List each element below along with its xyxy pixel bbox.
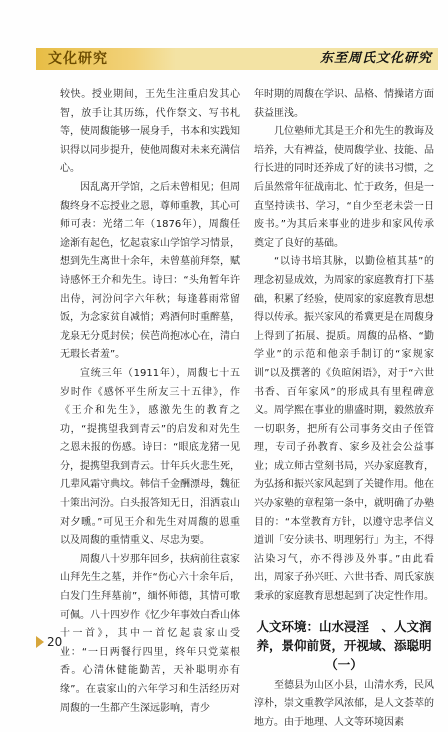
page-footer [36, 634, 62, 650]
page-arrow-icon [36, 636, 44, 648]
left-column [60, 86, 240, 718]
body-paragraph: 较快。授业期间，王先生注重启发其心智，放手让其历练，代作祭文、写书札等，使周馥能够一展身手，书本和实践知识得以同步提升，使他周馥对未来充满信心。 [60, 89, 240, 175]
right-column [254, 86, 434, 732]
body-paragraph: “以诗书培其脉，以勤俭植其基”的理念初显成效，为周家的家庭教育打下基础，积累了经验，使周家的家庭教育思想得以传承。振兴家风的希冀更是在周馥身上得到了拓展、提质。周馥的品格、“勤学业”的示范和他亲手制订的“家规家训”以及撰著的《负暄闲语》，对于“六世书香、百年家风”的形成具有里程碑意义。周学熙在事业的鼎盛时期，毅然放弃一切职务，把所有公司事务交由子侄管理，专司子孙教育、家乡及社会公益事业；成立师古堂刻书局，兴办家庭教育，为弘扬和振兴家风起到了关键作用。他在兴办家塾的章程第一条中，就明确了办塾目的：“本堂教育方针，以遵守忠孝信义道训「安分读书、明理躬行」为主，不得沾染习气，亦不得涉及外事。”由此看出，周家子孙兴旺、六世书香、周氏家族秉承的家庭教育思想起到了决定性作用。 [254, 256, 434, 603]
body-paragraph: 年时期的周馥在学识、品格、情操诸方面获益匪浅。 [254, 89, 434, 119]
magazine-name: 东至周氏文化研究 [319, 51, 432, 66]
body-paragraph: 宣统三年（1911年），周馥七十五岁时作《感怀平生所友三十五律》，作《王介和先生》，感激先生的教育之功，“提携望我到青云”的启发和对先生之恩未报的伤感。诗曰：“眼底龙猪一见分，提携望我到青云。廿年兵火悲生死，几辈风霜守典坟。韩信千金酬漂母，魏征十策出河汾。白头报答知无日，泪洒袁山对夕曛。”可见王介和先生对周馥的恩重以及周馥的重情重义、尽忠为要。 [60, 367, 240, 547]
body-paragraph: 周馥八十岁那年回乡，扶病前往袁家山拜先生之墓，并作“伤心六十余年后，白发门生拜墓前”，缅怀师德，其情可歌可佩。八十四岁作《忆少年事效白香山体十一首》，其中一首忆起袁家山受业：“一日两餐行四里，终年只党菜根香。心清休健能勤苦，天补聪明亦有缘”。在袁家山的六年学习和生活经历对周馥的一生都产生深远影响，青少 [60, 553, 240, 714]
body-paragraph: 几位塾师尤其是王介和先生的教诲及培养，大有裨益，使周馥学业、技能、品行长进的同时还养成了好的读书习惯，之后虽然常年征战南北、忙于政务，但是一直坚持读书、学习，“自少至老未尝一日废书。”为其后来事业的进步和家风传承奠定了良好的基础。 [254, 126, 434, 249]
body-paragraph: 因乱离开学馆，之后未曾相见；但周馥终身不忘授业之恩，尊师重教，其心可师可表：光绪二年（1876年），周馥任途渐有起色，忆起袁家山学馆学习情景，想到先生离世十余年，未曾墓前拜祭，赋诗感怀王介和先生。诗曰：“头角暂年许出侍，河汾问字六年秋；每逢暮雨常留饭，为念家贫自减悄；鸡酒何时重醉墓，龙泉无分觅封侯；侯芭尚抱冰心在，清白无瑕长者羞”。 [60, 181, 240, 361]
page-number: 20 [47, 635, 63, 649]
section-heading: 人文环境：山水浸淫 、人文润养，景仰前贤，开视域、添聪明 [256, 618, 432, 653]
body-paragraph: 至德县为山区小县，山清水秀，民风淳朴，崇文重教学风浓郁，是人文荟萃的地方。由于地理、人文等环境因素 [254, 679, 434, 728]
section-subheading: （一） [325, 656, 363, 672]
page-header [0, 0, 448, 70]
section-title: 文化研究 [48, 51, 108, 67]
